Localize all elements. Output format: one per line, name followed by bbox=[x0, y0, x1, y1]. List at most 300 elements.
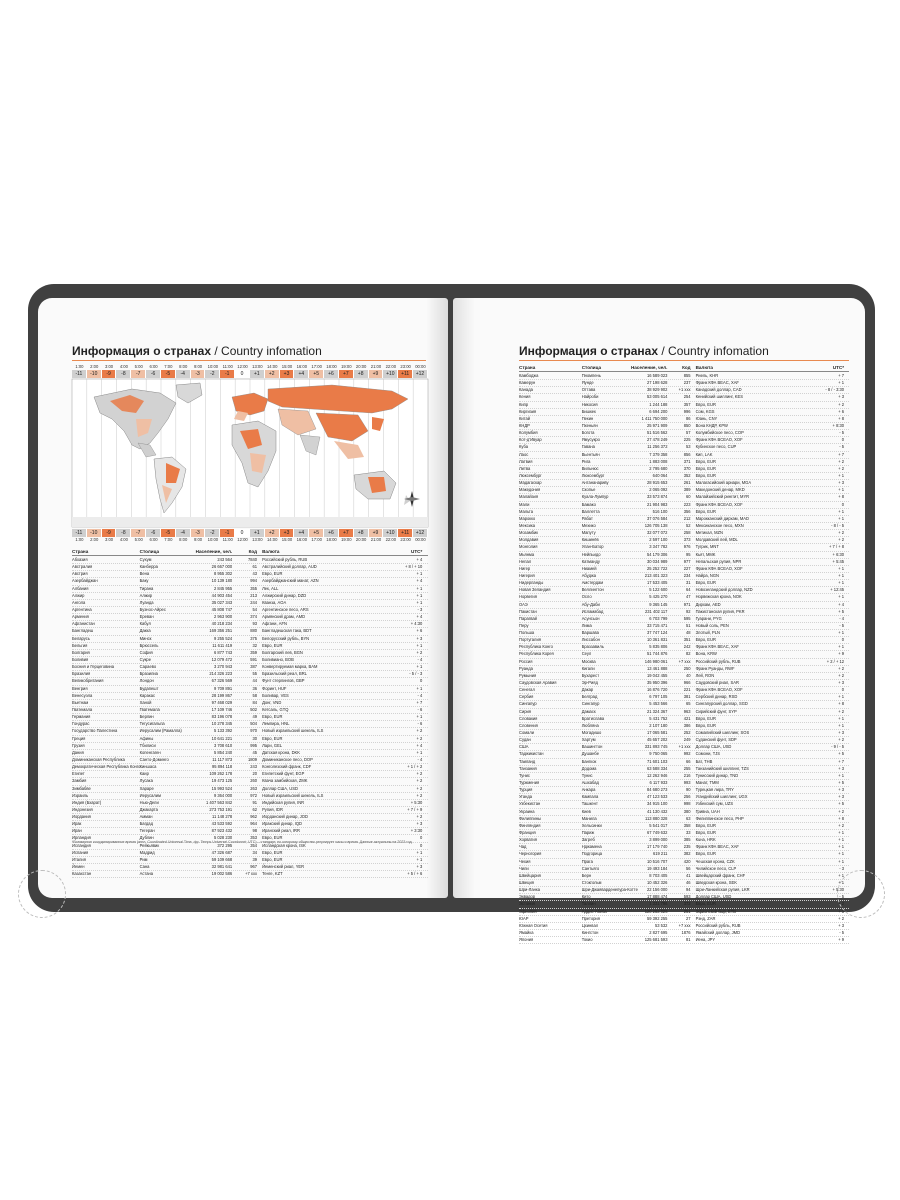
cell-utc: + 1 bbox=[416, 642, 423, 648]
timezone-time-label: 6:00 bbox=[149, 364, 158, 369]
cell-capital: Кабул bbox=[139, 621, 151, 627]
cell-currency: Конвертируемая марка, BAM bbox=[262, 664, 318, 670]
header-code: Код bbox=[248, 549, 258, 554]
cell-capital: Мапуту bbox=[581, 530, 596, 536]
cell-code: 373 bbox=[683, 537, 691, 543]
right-page-title bbox=[519, 344, 769, 358]
cell-currency: Сомони, TJS bbox=[695, 751, 720, 757]
cell-code: 213 bbox=[250, 592, 258, 598]
cell-code: 31 bbox=[686, 580, 691, 586]
gutter-shadow bbox=[453, 298, 475, 898]
table-row bbox=[519, 594, 849, 601]
timezone-time-label: 9:00 bbox=[193, 537, 203, 542]
cell-capital: Сеул bbox=[581, 651, 592, 657]
gutter-shadow bbox=[426, 298, 448, 898]
timezone-time-label: 8:00 bbox=[179, 537, 188, 542]
cell-code: 216 bbox=[683, 772, 691, 778]
cell-capital: Богота bbox=[581, 430, 595, 436]
table-row bbox=[519, 723, 849, 730]
cell-utc: + 7 bbox=[838, 758, 845, 764]
book-cover bbox=[28, 284, 875, 943]
cell-population: 84 680 273 bbox=[646, 787, 668, 793]
cell-country: Польша bbox=[519, 630, 535, 636]
cell-currency: Евро, EUR bbox=[695, 822, 716, 828]
timezone-bar-bottom bbox=[72, 529, 428, 543]
cell-population: 273 753 191 bbox=[209, 806, 233, 812]
cell-utc: - 5 bbox=[839, 929, 845, 935]
cell-utc: + 4 bbox=[416, 614, 423, 620]
country-table-right bbox=[519, 364, 849, 944]
header-population: Население, чел. bbox=[195, 549, 233, 554]
header-country: Страна bbox=[519, 365, 536, 370]
cell-country: Армения bbox=[72, 614, 89, 620]
timezone-time-label: 17:00 bbox=[311, 364, 322, 369]
cell-utc: + 5:45 bbox=[832, 558, 845, 564]
cell-utc: 0 bbox=[841, 637, 845, 643]
cell-population: 2 597 100 bbox=[649, 537, 668, 543]
timezone-time-label: 7:00 bbox=[164, 537, 173, 542]
cell-capital: Канберра bbox=[139, 564, 158, 570]
cell-population: 34 915 100 bbox=[646, 801, 668, 807]
cell-code: 82 bbox=[686, 651, 691, 657]
cell-utc: + 1 bbox=[838, 580, 845, 586]
cell-utc: + 3 bbox=[838, 794, 845, 800]
cell-utc: + 1 bbox=[838, 851, 845, 857]
cell-utc: + 8 bbox=[838, 494, 845, 500]
cell-currency: Евро, EUR bbox=[695, 472, 716, 478]
cell-utc: + 1 bbox=[416, 571, 423, 577]
cell-code: 30 bbox=[252, 735, 258, 741]
cell-population: 95 894 118 bbox=[211, 764, 233, 770]
cell-capital: Афины bbox=[139, 735, 154, 741]
cell-country: Йемен bbox=[72, 864, 85, 870]
cell-currency: Франк КФА BCEAO, XOF bbox=[695, 687, 743, 693]
cell-population: 169 356 251 bbox=[209, 628, 233, 634]
table-row bbox=[519, 416, 849, 423]
cell-currency: Манат, TMM bbox=[695, 780, 719, 786]
cell-utc: - 4 bbox=[839, 615, 845, 621]
table-row bbox=[519, 773, 849, 780]
cell-population: 11 611 419 bbox=[212, 642, 233, 648]
cell-country: Новая Зеландия bbox=[519, 587, 551, 593]
cell-code: 421 bbox=[683, 715, 691, 721]
cell-code: 81 bbox=[686, 937, 691, 943]
cell-code: 381 bbox=[683, 694, 691, 700]
timezone-time-label: 17:00 bbox=[311, 537, 322, 542]
cell-population: 17 109 746 bbox=[211, 706, 233, 712]
cell-capital: Москва bbox=[581, 658, 596, 664]
timezone-time-label: 4:00 bbox=[119, 364, 128, 369]
cell-capital: Могадишо bbox=[581, 730, 602, 736]
table-row bbox=[72, 671, 428, 678]
cell-currency: Египетский фунт, EGP bbox=[262, 771, 305, 777]
cell-code: 212 bbox=[683, 515, 691, 521]
cell-capital: Аддис-Абеба bbox=[581, 908, 607, 914]
cell-code: 33 bbox=[686, 830, 691, 835]
table-row bbox=[519, 830, 849, 837]
timezone-offset-cell: -11 bbox=[72, 529, 87, 537]
cell-capital: Тегеран bbox=[139, 828, 155, 834]
timezone-time-label: 16:00 bbox=[296, 364, 308, 369]
cell-utc: - 4 bbox=[417, 756, 423, 762]
cell-capital: Вашингтон bbox=[581, 744, 603, 750]
cell-code: 502 bbox=[250, 706, 258, 712]
cell-capital: Нью-Дели bbox=[139, 799, 159, 805]
cell-code: 36 bbox=[252, 685, 258, 691]
cell-code: 61 bbox=[252, 564, 258, 570]
cell-code: 998 bbox=[683, 801, 691, 807]
timezone-time-label: 12:00 bbox=[237, 364, 248, 369]
cell-currency: Сомалийский шиллинг, SOS bbox=[695, 730, 750, 736]
cell-code: 41 bbox=[686, 872, 691, 878]
cell-code: 382 bbox=[683, 851, 691, 857]
cell-utc: - 3 bbox=[839, 865, 845, 871]
cell-population: 5 453 566 bbox=[649, 701, 668, 707]
cell-capital: Париж bbox=[581, 830, 595, 835]
cell-country: ЮАР bbox=[519, 915, 529, 921]
table-row bbox=[519, 873, 849, 880]
cell-country: Чад bbox=[519, 844, 527, 850]
cell-country: Греция bbox=[72, 735, 86, 741]
cell-country: Эквадор bbox=[519, 894, 536, 900]
timezone-offset-cell: +10 bbox=[383, 370, 398, 378]
cell-country: Мальта bbox=[519, 508, 534, 514]
cell-code: 56 bbox=[686, 865, 691, 871]
cell-capital: Оттава bbox=[581, 387, 596, 393]
cell-utc: + 2 bbox=[838, 672, 845, 678]
cell-utc: + 1 bbox=[838, 844, 845, 850]
cell-population: 19 493 184 bbox=[646, 865, 668, 871]
cell-code: 94 bbox=[686, 887, 691, 893]
timezone-offset-cell: -1 bbox=[220, 370, 235, 378]
cell-population: 30 034 989 bbox=[646, 558, 668, 564]
timezone-offset-cell: +1 bbox=[250, 529, 265, 537]
timezone-time-label: 20:00 bbox=[355, 364, 367, 369]
timezone-time-label: 13:00 bbox=[252, 537, 263, 542]
cell-capital: Киншаса bbox=[139, 764, 157, 770]
cell-capital: Тбилиси bbox=[139, 742, 156, 748]
cell-country: ОАЭ bbox=[519, 601, 528, 607]
cell-utc: 0 bbox=[841, 687, 845, 693]
table-row bbox=[519, 673, 849, 680]
cell-country: Мексика bbox=[519, 522, 536, 528]
timezone-offset-cell: +6 bbox=[324, 529, 339, 537]
timezone-time-label: 19:00 bbox=[341, 364, 352, 369]
cell-currency: Евро, EUR bbox=[695, 401, 716, 407]
table-row bbox=[519, 423, 849, 430]
cell-capital: Киев bbox=[581, 808, 591, 814]
cell-capital: Каир bbox=[139, 771, 149, 777]
table-row bbox=[72, 700, 428, 707]
cell-country: Сингапур bbox=[519, 701, 537, 707]
cell-capital: Берн bbox=[581, 872, 592, 878]
cell-code: 62 bbox=[252, 806, 258, 812]
cell-country: Иордания bbox=[72, 814, 91, 820]
timezone-time-label: 5:00 bbox=[134, 537, 143, 542]
cell-code: 353 bbox=[250, 835, 258, 841]
cell-code: 32 bbox=[252, 642, 258, 648]
timezone-offsets bbox=[72, 370, 428, 378]
timezone-offset-cell: -5 bbox=[161, 370, 176, 378]
cell-code: 98 bbox=[252, 828, 258, 834]
cell-currency: Малагасийский ариари, MGA bbox=[695, 480, 752, 486]
cell-currency: Индийская рупия, INR bbox=[262, 799, 305, 805]
timezone-offset-cell: 0 bbox=[235, 370, 250, 378]
timezone-offset-cell: +8 bbox=[354, 370, 369, 378]
cell-utc: - 3 bbox=[417, 606, 423, 612]
table-row bbox=[519, 751, 849, 758]
cell-utc: + 1 bbox=[838, 715, 845, 721]
cell-capital: Дакка bbox=[139, 628, 151, 634]
timezone-offset-cell: +3 bbox=[280, 370, 295, 378]
timezone-time-label: 00:00 bbox=[415, 537, 426, 542]
timezone-time-label: 10:00 bbox=[207, 364, 219, 369]
table-row bbox=[519, 616, 849, 623]
cell-code: 44 bbox=[252, 678, 258, 684]
cell-currency: Молдавский лей, MDL bbox=[695, 537, 738, 543]
table-row bbox=[519, 687, 849, 694]
cell-population: 10 278 345 bbox=[211, 721, 233, 727]
cell-capital: Осло bbox=[581, 594, 592, 600]
table-row bbox=[72, 693, 428, 700]
table-row bbox=[519, 516, 849, 523]
table-row bbox=[519, 452, 849, 459]
cell-currency: Чешская крона, CZK bbox=[695, 858, 735, 864]
cell-country: Парагвай bbox=[519, 615, 537, 621]
cell-population: 2 107 180 bbox=[649, 722, 668, 728]
cell-population: 87 923 432 bbox=[211, 828, 233, 834]
cell-code: 63 bbox=[686, 815, 691, 821]
cell-population: 5 028 230 bbox=[213, 835, 233, 841]
cell-code: 389 bbox=[683, 487, 691, 493]
cell-code: 39 bbox=[252, 856, 258, 862]
cell-currency: Евро, EUR bbox=[262, 835, 283, 841]
cell-population: 6 117 933 bbox=[649, 780, 668, 786]
cell-country: Босния и Герцеговина bbox=[72, 664, 115, 670]
timezone-offset-cell: +12 bbox=[413, 529, 428, 537]
cell-country: Камерун bbox=[519, 380, 536, 386]
cell-currency: Франк КФА BCEAO, XOF bbox=[695, 565, 743, 571]
cell-country: Колумбия bbox=[519, 430, 538, 436]
header-capital: Столица bbox=[581, 365, 602, 370]
timezone-offset-cell: -4 bbox=[176, 529, 191, 537]
cell-utc: - 4 bbox=[417, 692, 423, 698]
cell-capital: Дакар bbox=[581, 687, 594, 693]
cell-country: Чехия bbox=[519, 858, 531, 864]
cell-capital: Лима bbox=[581, 622, 592, 628]
cell-capital: Исламабад bbox=[581, 608, 604, 614]
cell-population: 6 694 200 bbox=[649, 408, 668, 414]
cell-utc: + 8 bbox=[838, 415, 845, 421]
cell-population: 35 950 396 bbox=[646, 680, 668, 686]
cell-population: 13 461 888 bbox=[646, 665, 668, 671]
cell-code: 227 bbox=[683, 565, 691, 571]
table-row bbox=[519, 787, 849, 794]
cell-utc: + 2 bbox=[416, 771, 423, 777]
cell-population: 2 845 955 bbox=[213, 585, 233, 591]
cell-country: Беларусь bbox=[72, 635, 90, 641]
cell-code: 251 bbox=[683, 908, 691, 914]
timezone-offset-cell: -7 bbox=[131, 370, 146, 378]
cell-country: Швеция bbox=[519, 879, 535, 885]
cell-code: 51 bbox=[686, 622, 691, 628]
cell-currency: Боливиано, BOB bbox=[262, 656, 294, 662]
table-header bbox=[519, 364, 849, 372]
timezone-time-label: 11:00 bbox=[222, 537, 233, 542]
cell-capital: Баку bbox=[139, 578, 149, 584]
timezone-offset-cell: -11 bbox=[72, 370, 87, 378]
table-row bbox=[519, 466, 849, 473]
table-row bbox=[72, 814, 428, 821]
cell-currency: Кенийский шиллинг, KES bbox=[695, 394, 743, 400]
cell-capital: Варшава bbox=[581, 630, 599, 636]
cell-country: Кипр bbox=[519, 401, 529, 407]
cell-currency: Канадский доллар, CAD bbox=[695, 387, 742, 393]
cell-code: 357 bbox=[683, 401, 691, 407]
cell-population: 25 971 909 bbox=[646, 422, 668, 428]
cell-utc: + 3 bbox=[838, 680, 845, 686]
cell-capital: Джакарта bbox=[139, 806, 158, 812]
table-row bbox=[519, 894, 849, 901]
cell-code: 91 bbox=[252, 799, 258, 805]
cell-code: 57 bbox=[686, 430, 691, 436]
table-row bbox=[519, 487, 849, 494]
cell-capital: Хартум bbox=[581, 737, 596, 743]
cell-population: 5 835 806 bbox=[649, 644, 668, 650]
cell-capital: Кито bbox=[581, 894, 591, 900]
cell-capital: Вьентьян bbox=[581, 451, 600, 457]
cell-country: Индия (Бхарат) bbox=[72, 799, 102, 805]
timezone-offset-cell: +4 bbox=[294, 370, 309, 378]
cell-currency: Пакистанская рупия, PKR bbox=[695, 608, 745, 614]
cell-country: Боливия bbox=[72, 656, 89, 662]
table-row bbox=[519, 923, 849, 930]
cell-utc: + 7 bbox=[838, 451, 845, 457]
cell-population: 32 077 072 bbox=[646, 530, 668, 536]
cell-code: 47 bbox=[686, 594, 691, 600]
cell-capital: Пхеньян bbox=[581, 422, 598, 428]
cell-country: Саудовская Аравия bbox=[519, 680, 557, 686]
cell-code: 64 bbox=[686, 587, 691, 593]
cell-capital: Мехико bbox=[581, 522, 596, 528]
cell-code: 352 bbox=[683, 472, 691, 478]
cell-currency: Евро, EUR bbox=[262, 735, 283, 741]
cell-currency: Евро, EUR bbox=[695, 465, 716, 471]
cell-country: Перу bbox=[519, 622, 529, 628]
cell-country: Китай bbox=[519, 415, 531, 421]
cell-population: 2 827 695 bbox=[649, 929, 668, 935]
cell-country: Мозамбик bbox=[519, 530, 539, 536]
timezone-offset-cell: -7 bbox=[131, 529, 146, 537]
cell-population: 97 468 029 bbox=[211, 699, 233, 705]
cell-code: 84 bbox=[252, 699, 258, 705]
cell-code: 93 bbox=[252, 621, 258, 627]
cell-country: Литва bbox=[519, 465, 531, 471]
cell-currency: Малайзийский ринггит, MYR bbox=[695, 494, 750, 500]
cell-utc: + 2 bbox=[416, 728, 423, 734]
cell-code: 46 bbox=[686, 879, 691, 885]
cell-population: 9 365 145 bbox=[649, 601, 668, 607]
cell-population: 1 407 563 842 bbox=[205, 799, 233, 805]
cell-currency: Новозеландский доллар, NZD bbox=[695, 587, 753, 593]
cell-utc: + 3:30 bbox=[410, 828, 423, 834]
cell-population: 5 122 600 bbox=[649, 587, 668, 593]
cell-population: 10 516 707 bbox=[646, 858, 668, 864]
cell-utc: + 2 bbox=[838, 401, 845, 407]
cell-country: Иран bbox=[72, 828, 82, 834]
cell-capital: Санто-Доминго bbox=[139, 756, 169, 762]
cell-currency: Филиппинское песо, PHP bbox=[695, 815, 744, 821]
cell-utc: + 3 bbox=[416, 635, 423, 641]
cell-population: 8 955 302 bbox=[213, 571, 233, 577]
cell-population: 1 883 008 bbox=[649, 458, 668, 464]
timezone-offset-cell: -8 bbox=[116, 529, 131, 537]
cell-country: Канада bbox=[519, 387, 533, 393]
cell-population: 231 402 117 bbox=[645, 608, 668, 614]
cell-country: Эфиопия bbox=[519, 908, 537, 914]
cell-capital: Кишинёв bbox=[581, 537, 599, 543]
cell-capital: Лондон bbox=[139, 678, 154, 684]
cell-capital: Любляна bbox=[581, 722, 599, 728]
cell-utc: - 8 / - 3:30 bbox=[825, 387, 845, 393]
table-row bbox=[519, 844, 849, 851]
timezone-time-label: 20:00 bbox=[355, 537, 367, 542]
cell-population: 17 888 474 bbox=[646, 894, 668, 900]
cell-currency: Конголезский франк, CDF bbox=[262, 764, 312, 770]
cell-utc: + 1 / + 2 bbox=[407, 764, 423, 770]
cell-currency: Евро, EUR bbox=[695, 722, 716, 728]
cell-currency: Кьят, MMK bbox=[695, 551, 716, 557]
cell-population: 43 533 592 bbox=[211, 821, 233, 827]
timezone-offset-cell: -5 bbox=[161, 529, 176, 537]
cell-currency: Кетсаль, GTQ bbox=[262, 706, 289, 712]
timezone-time-label: 7:00 bbox=[164, 364, 173, 369]
cell-utc: + 1 bbox=[838, 472, 845, 478]
cell-currency: Рупия, IDR bbox=[262, 806, 283, 812]
cell-utc: + 1 bbox=[838, 694, 845, 700]
cell-capital: Токио bbox=[581, 937, 593, 943]
cell-country: Вьетнам bbox=[72, 699, 89, 705]
table-row bbox=[72, 628, 428, 635]
cell-country: Непал bbox=[519, 558, 532, 564]
title-separator: / bbox=[211, 344, 222, 358]
cell-code: 993 bbox=[683, 780, 691, 786]
cell-country: Люксембург bbox=[519, 472, 542, 478]
cell-population: 11 117 873 bbox=[212, 756, 233, 762]
cell-code: 976 bbox=[683, 544, 691, 550]
cell-country: Южная Осетия bbox=[519, 922, 548, 928]
cell-utc: + 2 bbox=[416, 785, 423, 791]
cell-currency: Армянский драм, AMD bbox=[262, 614, 306, 620]
cell-population: 2 963 900 bbox=[213, 614, 233, 620]
table-row bbox=[519, 737, 849, 744]
cell-country: Ирландия bbox=[72, 835, 91, 841]
table-row bbox=[72, 850, 428, 857]
cell-country: Великобритания bbox=[72, 678, 104, 684]
cell-capital: Сингапур bbox=[581, 701, 600, 707]
cell-code: 856 bbox=[683, 451, 691, 457]
cell-country: Швейцария bbox=[519, 872, 541, 878]
cell-utc: + 1 bbox=[838, 380, 845, 386]
cell-code: 40 bbox=[686, 672, 691, 678]
timezone-offset-cell: +3 bbox=[280, 529, 295, 537]
cell-capital: Сухум bbox=[139, 557, 152, 562]
cell-capital: Валлетта bbox=[581, 508, 600, 514]
cell-population: 10 452 326 bbox=[646, 879, 668, 885]
timezone-time-label: 21:00 bbox=[370, 537, 382, 542]
cell-utc: + 7 / + 9 bbox=[407, 806, 423, 812]
table-row bbox=[519, 523, 849, 530]
